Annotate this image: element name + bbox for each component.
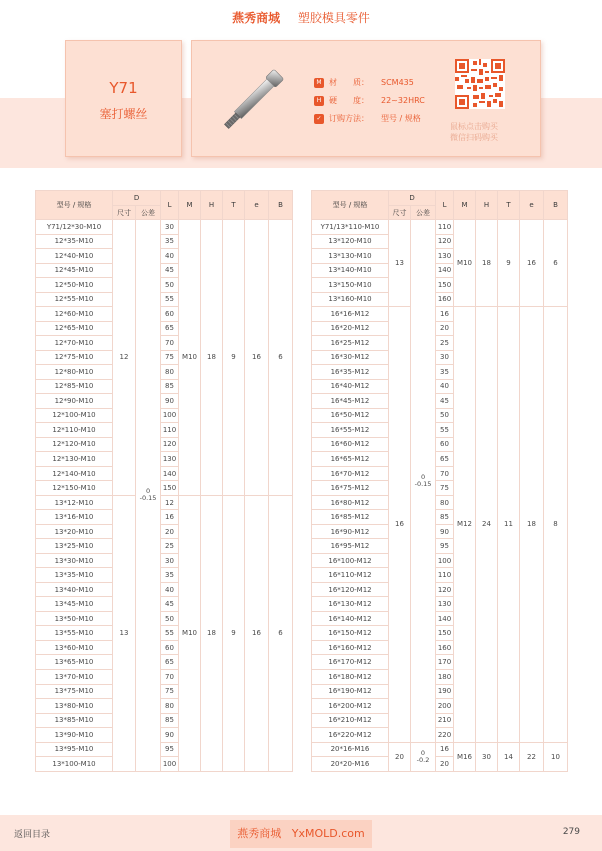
- l-cell: 90: [436, 524, 454, 539]
- cart-icon: ✓: [314, 114, 324, 124]
- tolerance-cell: [411, 742, 436, 771]
- header-b: B: [269, 191, 293, 220]
- model-cell[interactable]: 16*65-M12: [312, 452, 389, 467]
- d-size-cell: 16: [389, 307, 411, 742]
- l-cell: 16: [436, 742, 454, 757]
- model-cell[interactable]: 16*180-M12: [312, 669, 389, 684]
- l-cell: 30: [436, 350, 454, 365]
- spec-list: [314, 75, 425, 129]
- l-cell: 65: [161, 321, 179, 336]
- l-cell: 25: [436, 336, 454, 351]
- l-cell: 25: [161, 539, 179, 554]
- l-cell: 40: [436, 379, 454, 394]
- table-row: [36, 220, 293, 235]
- model-cell[interactable]: 16*90-M12: [312, 524, 389, 539]
- l-cell: 100: [436, 553, 454, 568]
- l-cell: 70: [436, 466, 454, 481]
- l-cell: 170: [436, 655, 454, 670]
- table-row: [36, 495, 293, 510]
- b-cell: 6: [544, 220, 568, 307]
- l-cell: 20: [436, 757, 454, 772]
- material-icon: M: [314, 78, 324, 88]
- l-cell: 30: [161, 553, 179, 568]
- e-cell: 16: [245, 495, 269, 771]
- l-cell: 75: [436, 481, 454, 496]
- l-cell: 55: [161, 292, 179, 307]
- model-cell[interactable]: 12*60-M10: [36, 307, 113, 322]
- l-cell: 110: [161, 423, 179, 438]
- l-cell: 190: [436, 684, 454, 699]
- model-cell[interactable]: 12*70-M10: [36, 336, 113, 351]
- model-cell[interactable]: 13*60-M10: [36, 640, 113, 655]
- model-cell[interactable]: 13*130-M10: [312, 249, 389, 264]
- l-cell: 100: [161, 408, 179, 423]
- model-cell[interactable]: 13*80-M10: [36, 699, 113, 714]
- tolerance-lower: -0.15: [139, 494, 157, 503]
- model-cell[interactable]: 13*120-M10: [312, 234, 389, 249]
- model-cell[interactable]: 13*55-M10: [36, 626, 113, 641]
- tolerance-lower: -0.15: [414, 479, 432, 488]
- h-cell: 18: [201, 495, 223, 771]
- model-cell[interactable]: 13*95-M10: [36, 742, 113, 757]
- header-e: e: [245, 191, 269, 220]
- model-cell[interactable]: 16*210-M12: [312, 713, 389, 728]
- tolerance-cell: [411, 220, 436, 743]
- l-cell: 120: [436, 234, 454, 249]
- tolerance-upper: 0: [145, 487, 151, 496]
- t-cell: 14: [498, 742, 520, 771]
- model-cell[interactable]: 12*45-M10: [36, 263, 113, 278]
- model-cell[interactable]: 13*90-M10: [36, 728, 113, 743]
- model-cell[interactable]: 16*20-M12: [312, 321, 389, 336]
- model-cell[interactable]: 16*30-M12: [312, 350, 389, 365]
- l-cell: 50: [436, 408, 454, 423]
- model-cell[interactable]: 16*45-M12: [312, 394, 389, 409]
- qr-caption: 鼠标点击购买 微信扫码购买: [450, 122, 498, 142]
- model-cell[interactable]: 16*110-M12: [312, 568, 389, 583]
- e-cell: 16: [245, 220, 269, 496]
- l-cell: 80: [161, 699, 179, 714]
- t-cell: 9: [498, 220, 520, 307]
- model-cell[interactable]: 13*160-M10: [312, 292, 389, 307]
- shoulder-bolt-image: [212, 61, 292, 141]
- model-cell[interactable]: 16*170-M12: [312, 655, 389, 670]
- model-cell[interactable]: 16*25-M12: [312, 336, 389, 351]
- l-cell: 20: [436, 321, 454, 336]
- d-size-cell: 12: [113, 220, 136, 496]
- header-size: 尺寸: [389, 206, 411, 220]
- l-cell: 80: [436, 495, 454, 510]
- d-size-cell: 13: [113, 495, 136, 771]
- spec-order-method: ✓ 订购方法： 型号 / 规格: [314, 111, 425, 129]
- l-cell: 80: [161, 365, 179, 380]
- l-cell: 75: [161, 350, 179, 365]
- l-cell: 65: [161, 655, 179, 670]
- t-cell: 9: [223, 220, 245, 496]
- hardness-icon: H: [314, 96, 324, 106]
- l-cell: 55: [436, 423, 454, 438]
- spec-table-left: [35, 190, 293, 772]
- l-cell: 180: [436, 669, 454, 684]
- l-cell: 130: [161, 452, 179, 467]
- b-cell: 6: [269, 220, 293, 496]
- l-cell: 95: [161, 742, 179, 757]
- header-l: L: [161, 191, 179, 220]
- l-cell: 40: [161, 249, 179, 264]
- model-cell[interactable]: 16*130-M12: [312, 597, 389, 612]
- model-cell[interactable]: 16*85-M12: [312, 510, 389, 525]
- header-t: T: [223, 191, 245, 220]
- header-model: 型号 / 规格: [312, 191, 389, 220]
- model-cell[interactable]: 13*40-M10: [36, 582, 113, 597]
- model-cell[interactable]: 13*65-M10: [36, 655, 113, 670]
- l-cell: 85: [161, 713, 179, 728]
- model-cell[interactable]: 13*75-M10: [36, 684, 113, 699]
- e-cell: 18: [520, 307, 544, 742]
- l-cell: 70: [161, 336, 179, 351]
- e-cell: 16: [520, 220, 544, 307]
- model-cell[interactable]: 20*16-M16: [312, 742, 389, 757]
- model-cell[interactable]: 12*85-M10: [36, 379, 113, 394]
- l-cell: 150: [436, 278, 454, 293]
- l-cell: 85: [436, 510, 454, 525]
- model-cell[interactable]: 13*150-M10: [312, 278, 389, 293]
- l-cell: 95: [436, 539, 454, 554]
- h-cell: 30: [476, 742, 498, 771]
- model-cell[interactable]: 16*220-M12: [312, 728, 389, 743]
- model-cell[interactable]: 12*65-M10: [36, 321, 113, 336]
- footer-brand[interactable]: 燕秀商城 YxMOLD.com: [230, 820, 372, 848]
- table-row: [312, 220, 568, 235]
- l-cell: 100: [161, 757, 179, 772]
- model-cell[interactable]: 16*50-M12: [312, 408, 389, 423]
- tolerance-upper: 0: [420, 472, 426, 481]
- model-cell[interactable]: 12*150-M10: [36, 481, 113, 496]
- model-cell[interactable]: 16*140-M12: [312, 611, 389, 626]
- m-cell: M12: [454, 307, 476, 742]
- l-cell: 130: [436, 597, 454, 612]
- model-cell[interactable]: 16*16-M12: [312, 307, 389, 322]
- product-name: 塞打螺丝: [99, 107, 148, 121]
- model-cell[interactable]: Y71/13*110-M10: [312, 220, 389, 235]
- l-cell: 35: [436, 365, 454, 380]
- model-cell[interactable]: 16*70-M12: [312, 466, 389, 481]
- l-cell: 160: [436, 640, 454, 655]
- d-size-cell: 20: [389, 742, 411, 771]
- model-cell[interactable]: 16*160-M12: [312, 640, 389, 655]
- l-cell: 35: [161, 568, 179, 583]
- header-size: 尺寸: [113, 206, 136, 220]
- material-value: SCM435: [381, 78, 414, 87]
- product-info-card: [191, 40, 541, 157]
- model-cell[interactable]: 13*45-M10: [36, 597, 113, 612]
- spec-material: M 材 质： SCM435: [314, 75, 425, 93]
- l-cell: 40: [161, 582, 179, 597]
- l-cell: 150: [161, 481, 179, 496]
- l-cell: 16: [436, 307, 454, 322]
- l-cell: 70: [161, 669, 179, 684]
- page-header: [0, 0, 602, 36]
- m-cell: M10: [179, 495, 201, 771]
- header-l: L: [436, 191, 454, 220]
- header-h: H: [476, 191, 498, 220]
- tolerance-upper: 0: [420, 748, 426, 757]
- l-cell: 120: [436, 582, 454, 597]
- h-cell: 18: [201, 220, 223, 496]
- model-cell[interactable]: 12*110-M10: [36, 423, 113, 438]
- model-cell[interactable]: 12*80-M10: [36, 365, 113, 380]
- header-m: M: [454, 191, 476, 220]
- l-cell: 35: [161, 234, 179, 249]
- model-cell[interactable]: 12*120-M10: [36, 437, 113, 452]
- header-tolerance: 公差: [411, 206, 436, 220]
- model-cell[interactable]: 13*85-M10: [36, 713, 113, 728]
- table-row: [312, 742, 568, 757]
- model-cell[interactable]: 16*55-M12: [312, 423, 389, 438]
- l-cell: 55: [161, 626, 179, 641]
- model-cell[interactable]: 16*35-M12: [312, 365, 389, 380]
- model-cell[interactable]: 13*50-M10: [36, 611, 113, 626]
- spec-hardness: H 硬 度： 22~32HRC: [314, 93, 425, 111]
- l-cell: 75: [161, 684, 179, 699]
- header-m: M: [179, 191, 201, 220]
- l-cell: 110: [436, 220, 454, 235]
- l-cell: 130: [436, 249, 454, 264]
- l-cell: 120: [161, 437, 179, 452]
- e-cell: 22: [520, 742, 544, 771]
- model-cell[interactable]: 16*200-M12: [312, 699, 389, 714]
- header-h: H: [201, 191, 223, 220]
- header-tolerance: 公差: [136, 206, 161, 220]
- l-cell: 220: [436, 728, 454, 743]
- l-cell: 50: [161, 278, 179, 293]
- l-cell: 90: [161, 394, 179, 409]
- hardness-value: 22~32HRC: [381, 96, 425, 105]
- l-cell: 160: [436, 292, 454, 307]
- model-cell[interactable]: 12*55-M10: [36, 292, 113, 307]
- model-cell[interactable]: 13*30-M10: [36, 553, 113, 568]
- model-cell[interactable]: 12*50-M10: [36, 278, 113, 293]
- header-model: 型号 / 规格: [36, 191, 113, 220]
- model-cell[interactable]: 12*35-M10: [36, 234, 113, 249]
- model-cell[interactable]: 16*80-M12: [312, 495, 389, 510]
- model-cell[interactable]: 16*75-M12: [312, 481, 389, 496]
- b-cell: 6: [269, 495, 293, 771]
- model-cell[interactable]: 12*100-M10: [36, 408, 113, 423]
- table-row: [312, 307, 568, 322]
- model-cell[interactable]: 13*25-M10: [36, 539, 113, 554]
- m-cell: M10: [454, 220, 476, 307]
- model-cell[interactable]: 13*70-M10: [36, 669, 113, 684]
- model-cell[interactable]: 16*100-M12: [312, 553, 389, 568]
- model-cell[interactable]: 13*35-M10: [36, 568, 113, 583]
- brand-name[interactable]: 燕秀商城: [232, 11, 281, 25]
- tolerance-cell: [136, 220, 161, 772]
- l-cell: 140: [161, 466, 179, 481]
- model-cell[interactable]: 13*100-M10: [36, 757, 113, 772]
- b-cell: 8: [544, 307, 568, 742]
- t-cell: 9: [223, 495, 245, 771]
- m-cell: M16: [454, 742, 476, 771]
- model-cell[interactable]: 12*75-M10: [36, 350, 113, 365]
- h-cell: 18: [476, 220, 498, 307]
- site-url: YxMOLD.com: [291, 827, 365, 840]
- model-cell[interactable]: 13*140-M10: [312, 263, 389, 278]
- b-cell: 10: [544, 742, 568, 771]
- l-cell: 200: [436, 699, 454, 714]
- l-cell: 45: [161, 597, 179, 612]
- model-cell[interactable]: 12*90-M10: [36, 394, 113, 409]
- model-cell[interactable]: 12*130-M10: [36, 452, 113, 467]
- model-cell[interactable]: 16*95-M12: [312, 539, 389, 554]
- l-cell: 16: [161, 510, 179, 525]
- m-cell: M10: [179, 220, 201, 496]
- l-cell: 20: [161, 524, 179, 539]
- model-cell[interactable]: 16*190-M12: [312, 684, 389, 699]
- qr-code-icon[interactable]: [455, 59, 505, 109]
- header-e: e: [520, 191, 544, 220]
- l-cell: 50: [161, 611, 179, 626]
- header-d: D: [113, 191, 161, 206]
- l-cell: 140: [436, 611, 454, 626]
- l-cell: 140: [436, 263, 454, 278]
- header-b: B: [544, 191, 568, 220]
- category-title: 塑胶模具零件: [297, 11, 370, 25]
- l-cell: 210: [436, 713, 454, 728]
- model-cell[interactable]: 12*140-M10: [36, 466, 113, 481]
- model-cell[interactable]: 16*40-M12: [312, 379, 389, 394]
- product-id-card: [65, 40, 182, 157]
- l-cell: 60: [436, 437, 454, 452]
- spec-table-right: [311, 190, 568, 772]
- l-cell: 30: [161, 220, 179, 235]
- back-to-toc-link[interactable]: 返回目录: [14, 830, 51, 840]
- order-method-value: 型号 / 规格: [381, 114, 421, 123]
- l-cell: 60: [161, 640, 179, 655]
- l-cell: 45: [161, 263, 179, 278]
- d-size-cell: 13: [389, 220, 411, 307]
- l-cell: 60: [161, 307, 179, 322]
- header-d: D: [389, 191, 436, 206]
- l-cell: 45: [436, 394, 454, 409]
- t-cell: 11: [498, 307, 520, 742]
- l-cell: 90: [161, 728, 179, 743]
- l-cell: 85: [161, 379, 179, 394]
- page-footer: [0, 815, 602, 851]
- l-cell: 12: [161, 495, 179, 510]
- tolerance-lower: -0.2: [416, 755, 430, 764]
- model-cell[interactable]: 16*60-M12: [312, 437, 389, 452]
- page-number: 279: [562, 827, 580, 837]
- model-cell[interactable]: 13*16-M10: [36, 510, 113, 525]
- header-t: T: [498, 191, 520, 220]
- model-cell[interactable]: 20*20-M16: [312, 757, 389, 772]
- model-cell[interactable]: 13*20-M10: [36, 524, 113, 539]
- product-code: Y71: [109, 79, 138, 97]
- l-cell: 150: [436, 626, 454, 641]
- model-cell[interactable]: 13*12-M10: [36, 495, 113, 510]
- l-cell: 110: [436, 568, 454, 583]
- h-cell: 24: [476, 307, 498, 742]
- model-cell[interactable]: 16*120-M12: [312, 582, 389, 597]
- model-cell[interactable]: 12*40-M10: [36, 249, 113, 264]
- l-cell: 65: [436, 452, 454, 467]
- model-cell[interactable]: Y71/12*30-M10: [36, 220, 113, 235]
- model-cell[interactable]: 16*150-M12: [312, 626, 389, 641]
